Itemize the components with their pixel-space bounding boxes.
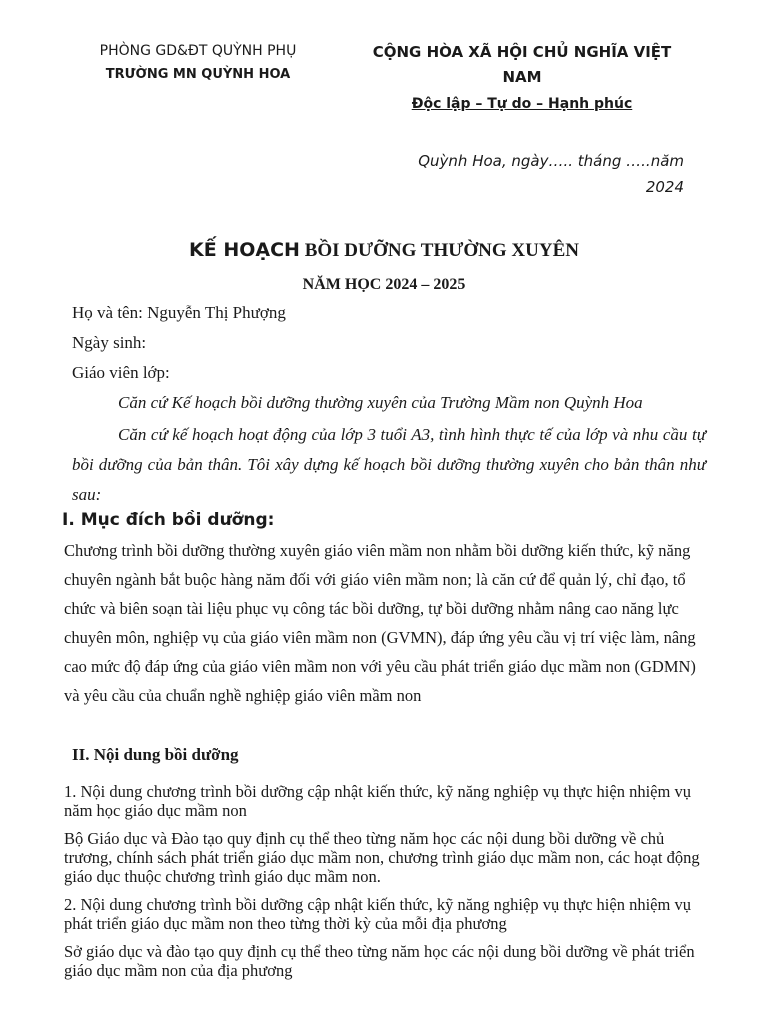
- section-2-item-2: 2. Nội dung chương trình bồi dưỡng cập nhật kiến thức, kỹ năng nghiệp vụ thực hiện nhiệm vụ phát triển giáo dục mầm non theo từng thời kỳ của mỗi địa phương: [64, 895, 691, 933]
- agency-header: [60, 40, 336, 86]
- basis-paragraph-1: Căn cứ Kế hoạch bồi dưỡng thường xuyên của Trường Mầm non Quỳnh Hoa: [118, 393, 643, 412]
- section-2-heading: II. Nội dung bồi dưỡng: [72, 745, 239, 764]
- school-year: NĂM HỌC 2024 – 2025: [302, 276, 466, 293]
- title-part-b: BỒI DƯỠNG THƯỜNG XUYÊN: [299, 240, 579, 261]
- section-1-heading: I. Mục đích bồi dưỡng:: [62, 510, 275, 530]
- national-header: [356, 40, 688, 115]
- document-title: [0, 236, 768, 265]
- basis-paragraph-2: Căn cứ kế hoạch hoạt động của lớp 3 tuổi A3, tình hình thực tế của lớp và nhu cầu tự bồi dưỡng của bản thân. Tôi xây dựng kế hoạch bồi dưỡng thường xuyên cho bản thân như sau:: [72, 425, 706, 504]
- field-dob: Ngày sinh:: [72, 333, 147, 352]
- field-name: Họ và tên: Nguyễn Thị Phượng: [72, 303, 286, 322]
- nation-name: CỘNG HÒA XÃ HỘI CHỦ NGHĨA VIỆT NAM: [372, 43, 672, 86]
- national-motto: Độc lập – Tự do – Hạnh phúc: [411, 96, 633, 112]
- field-class-teacher: Giáo viên lớp:: [72, 363, 170, 382]
- title-part-a: KẾ HOẠCH: [189, 239, 300, 261]
- school-name: TRƯỜNG MN QUỲNH HOA: [105, 67, 291, 82]
- section-2-item-1: 1. Nội dung chương trình bồi dưỡng cập nhật kiến thức, kỹ năng nghiệp vụ thực hiện nhiệm vụ năm học giáo dục mầm non: [64, 782, 691, 820]
- section-2-item-2-body: Sở giáo dục và đào tạo quy định cụ thể theo từng năm học các nội dung bồi dưỡng về phát triển giáo dục mầm non của địa phương: [64, 942, 695, 980]
- date-line: Quỳnh Hoa, ngày….. tháng …..năm 2024: [418, 152, 684, 196]
- section-2-item-1-body: Bộ Giáo dục và Đào tạo quy định cụ thể theo từng năm học các nội dung bồi dưỡng về chủ trương, chính sách phát triển giáo dục mầm non, chương trình giáo dục mầm non, các hoạt động giáo dục thuộc chương trình giáo dục mầm non.: [64, 829, 700, 886]
- section-1-body: Chương trình bồi dưỡng thường xuyên giáo viên mầm non nhằm bồi dưỡng kiến thức, kỹ năng chuyên ngành bắt buộc hàng năm đối với giáo viên mầm non; là căn cứ để quản lý, chỉ đạo, tổ chức và biên soạn tài liệu phục vụ công tác bồi dưỡng, tự bồi dưỡng nhằm nâng cao năng lực chuyên môn, nghiệp vụ của giáo viên mầm non (GVMN), đáp ứng yêu cầu vị trí việc làm, nâng cao mức độ đáp ứng của giáo viên mầm non với yêu cầu phát triển giáo dục mầm non (GDMN) và yêu cầu của chuẩn nghề nghiệp giáo viên mầm non: [64, 541, 696, 705]
- department-name: PHÒNG GD&ĐT QUỲNH PHỤ: [99, 43, 297, 59]
